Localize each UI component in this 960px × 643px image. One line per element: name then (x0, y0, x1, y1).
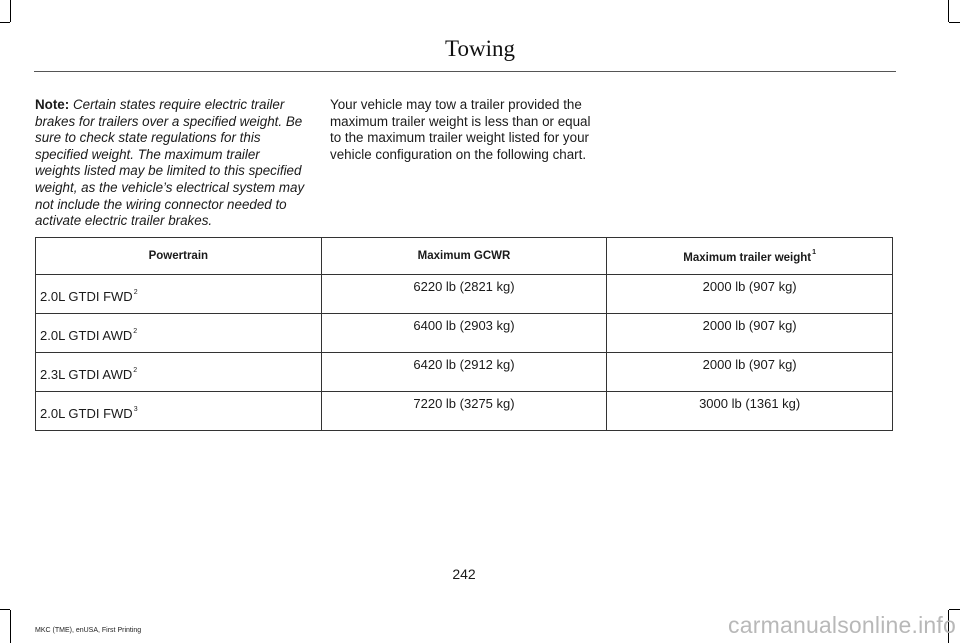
table-row (36, 275, 893, 314)
print-footer: MKC (TME), enUSA, First Printing (35, 627, 142, 634)
trailer-weight-cell: 2000 lb (907 kg) (607, 314, 893, 353)
footnote-marker: 2 (133, 366, 138, 374)
towing-table (35, 237, 893, 431)
powertrain-cell: 2.0L GTDI FWD$^2$ (36, 275, 322, 314)
note-label: Note: (35, 97, 70, 112)
table-row (36, 353, 893, 392)
header-rule (34, 71, 896, 72)
crop-mark (949, 22, 960, 23)
powertrain-cell: 2.0L GTDI AWD$^2$ (36, 314, 322, 353)
crop-mark (949, 609, 960, 610)
crop-mark (0, 22, 10, 23)
footnote-marker: 1 (812, 248, 817, 256)
footnote-marker: 2 (133, 288, 138, 296)
powertrain-cell: 2.0L GTDI FWD$^3$ (36, 392, 322, 431)
intro-paragraph: Your vehicle may tow a trailer provided the maximum trailer weight is less than or equal to the maximum trailer weight listed for your vehicle configuration on the following chart. (330, 97, 591, 162)
table-header-row (36, 238, 893, 275)
table-row (36, 314, 893, 353)
gcwr-cell: 7220 lb (3275 kg) (321, 392, 607, 431)
gcwr-cell: 6420 lb (2912 kg) (321, 353, 607, 392)
page-number: 242 (452, 566, 476, 582)
crop-mark (10, 610, 11, 643)
trailer-weight-cell: 2000 lb (907 kg) (607, 353, 893, 392)
crop-mark (948, 0, 949, 22)
header-trailer-weight: Maximum trailer weight$^1$ (607, 238, 893, 275)
header-powertrain: Powertrain (36, 238, 322, 275)
header-gcwr: Maximum GCWR (321, 238, 607, 275)
note-block (35, 97, 307, 230)
trailer-weight-cell: 2000 lb (907 kg) (607, 275, 893, 314)
trailer-weight-cell: 3000 lb (1361 kg) (607, 392, 893, 431)
footnote-marker: 2 (133, 327, 138, 335)
page-title: Towing (445, 36, 515, 61)
gcwr-cell: 6220 lb (2821 kg) (321, 275, 607, 314)
watermark: carmanualsonline.info (728, 612, 956, 638)
gcwr-cell: 6400 lb (2903 kg) (321, 314, 607, 353)
table-row (36, 392, 893, 431)
footnote-marker: 3 (133, 405, 138, 413)
crop-mark (10, 0, 11, 22)
powertrain-cell: 2.3L GTDI AWD$^2$ (36, 353, 322, 392)
crop-mark (0, 609, 10, 610)
note-text: Certain states require electric trailer brakes for trailers over a specified weight. Be sure to check state regulations for this specified weight. The maximum trailer weights listed may be limited to this specified weight, as the vehicle’s electrical system may not include the wiring connector needed to activate electric trailer brakes. (35, 97, 305, 229)
